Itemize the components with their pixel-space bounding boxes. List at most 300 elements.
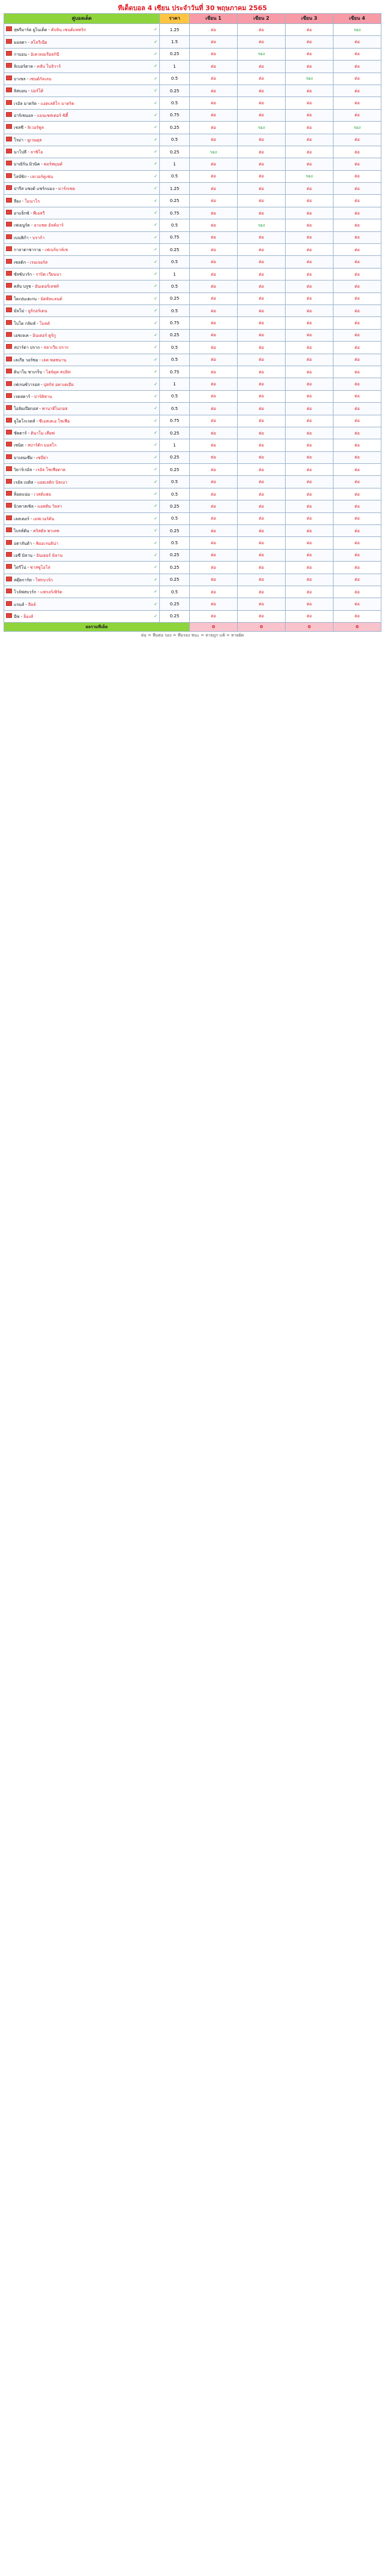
tipster-1-pick: ต่อ — [190, 317, 238, 329]
table-row[interactable] — [4, 476, 381, 488]
match-cell[interactable] — [4, 390, 160, 402]
home-team: ซัลซ์บวร์ก — [14, 272, 32, 277]
odds-cell: 1 — [160, 439, 190, 451]
match-cell[interactable] — [4, 231, 160, 243]
table-row[interactable] — [4, 403, 381, 415]
odds-cell: 0.25 — [160, 195, 190, 207]
vs-separator: - — [43, 370, 45, 375]
table-row[interactable] — [4, 219, 381, 231]
vs-separator: - — [29, 235, 32, 240]
tipster-4-pick: ต่อ — [334, 549, 381, 561]
match-cell[interactable] — [4, 195, 160, 207]
home-team: เรอัล มาดริด — [14, 101, 37, 106]
away-team: ปาร์ติซาน — [34, 394, 52, 399]
table-row[interactable] — [4, 574, 381, 586]
tipster-4-pick: ต่อ — [334, 586, 381, 598]
league-flag-icon — [6, 283, 12, 288]
tipster-2-pick: ต่อ — [238, 403, 286, 415]
tipster-3-pick: รอง — [286, 170, 334, 182]
match-cell[interactable] — [4, 500, 160, 512]
tips-table — [4, 13, 381, 632]
check-icon: ✓ — [154, 173, 157, 179]
table-row[interactable] — [4, 354, 381, 366]
tipster-3-pick: ต่อ — [286, 158, 334, 170]
match-cell[interactable] — [4, 73, 160, 85]
odds-cell: 0.25 — [160, 48, 190, 60]
vs-separator: - — [41, 382, 43, 387]
check-icon: ✓ — [154, 503, 157, 509]
league-flag-icon — [6, 589, 12, 593]
match-cell[interactable] — [4, 415, 160, 427]
tipster-3-pick: ต่อ — [286, 378, 334, 390]
match-cell[interactable] — [4, 61, 160, 73]
match-cell[interactable] — [4, 342, 160, 354]
tipster-4-pick: ต่อ — [334, 598, 381, 610]
away-team: คริสตัล พาเลซ — [33, 529, 59, 534]
tipster-2-pick: ต่อ — [238, 195, 286, 207]
table-row[interactable] — [4, 48, 381, 60]
tipster-3-pick: ต่อ — [286, 304, 334, 316]
match-cell[interactable] — [4, 109, 160, 121]
match-cell[interactable] — [4, 268, 160, 280]
table-row[interactable] — [4, 610, 381, 622]
table-row[interactable] — [4, 512, 381, 524]
check-icon: ✓ — [154, 64, 157, 69]
home-team: เซนิต — [14, 443, 24, 448]
away-team: มิดทิลแลนด์ — [40, 296, 62, 301]
odds-cell: 1 — [160, 378, 190, 390]
home-team: อาร์เซนอล — [14, 113, 34, 118]
tipster-1-pick: ต่อ — [190, 451, 238, 463]
tipster-2-pick: ต่อ — [238, 415, 286, 427]
match-cell[interactable] — [4, 36, 160, 48]
table-row[interactable] — [4, 207, 381, 219]
vs-separator: - — [33, 467, 35, 473]
tipster-1-pick: ต่อ — [190, 549, 238, 561]
tipster-4-pick: ต่อ — [334, 415, 381, 427]
check-icon: ✓ — [154, 259, 157, 264]
match-cell[interactable] — [4, 464, 160, 476]
table-row[interactable] — [4, 537, 381, 549]
league-flag-icon — [6, 357, 12, 361]
match-cell[interactable] — [4, 525, 160, 537]
table-row[interactable] — [4, 427, 381, 439]
table-row[interactable] — [4, 342, 381, 354]
odds-cell: 0.25 — [160, 610, 190, 622]
match-cell[interactable] — [4, 512, 160, 524]
tipster-3-pick: ต่อ — [286, 256, 334, 268]
vs-separator: - — [30, 211, 32, 216]
tipster-1-pick: ต่อ — [190, 537, 238, 549]
table-footer-row — [4, 623, 381, 632]
tipster-4-pick: ต่อ — [334, 36, 381, 48]
league-flag-icon — [6, 430, 12, 435]
tipster-3-pick: ต่อ — [286, 598, 334, 610]
tipster-1-pick: ต่อ — [190, 122, 238, 134]
table-row[interactable] — [4, 292, 381, 304]
away-team: เวสต์แฮม — [34, 492, 51, 497]
table-row[interactable] — [4, 146, 381, 158]
away-team: ซีเอสเคเอ โซเฟีย — [39, 418, 70, 424]
tipster-2-pick: ต่อ — [238, 268, 286, 280]
away-team: ลิเวอร์พูล — [27, 125, 44, 131]
tipster-2-pick: ต่อ — [238, 61, 286, 73]
tipster-4-pick: ต่อ — [334, 158, 381, 170]
check-icon: ✓ — [154, 491, 157, 497]
match-cell[interactable] — [4, 183, 160, 195]
odds-cell: 0.25 — [160, 525, 190, 537]
tipster-2-pick: ต่อ — [238, 256, 286, 268]
table-row[interactable] — [4, 525, 381, 537]
table-row[interactable] — [4, 329, 381, 341]
home-team: โอลิมเปียกอส — [14, 406, 38, 412]
tipster-2-pick: ต่อ — [238, 85, 286, 96]
match-cell[interactable] — [4, 122, 160, 134]
home-team: เลสเตอร์ — [14, 516, 29, 521]
match-cell[interactable] — [4, 549, 160, 561]
tipster-2-pick: ต่อ — [238, 598, 286, 610]
tipster-2-pick: ต่อ — [238, 183, 286, 195]
check-icon: ✓ — [154, 540, 157, 545]
tipster-4-pick: ต่อ — [334, 85, 381, 96]
vs-separator: - — [35, 504, 37, 509]
league-flag-icon — [6, 332, 12, 337]
league-flag-icon — [6, 491, 12, 496]
table-row[interactable] — [4, 183, 381, 195]
header-tipster-2: เซียน 2 — [238, 14, 286, 24]
vs-separator: - — [39, 406, 41, 412]
vs-separator: - — [34, 64, 36, 70]
table-row[interactable] — [4, 61, 381, 73]
tipster-1-pick: ต่อ — [190, 488, 238, 500]
home-team: สตุ๊ตการ์ท — [14, 577, 32, 583]
match-cell[interactable] — [4, 280, 160, 292]
match-cell[interactable] — [4, 48, 160, 60]
home-team: เรอัล เบติส — [14, 479, 34, 485]
tipster-3-pick: ต่อ — [286, 329, 334, 341]
tipster-1-pick: ต่อ — [190, 109, 238, 121]
tipster-3-pick: ต่อ — [286, 207, 334, 219]
vs-separator: - — [37, 590, 40, 595]
odds-cell: 0.5 — [160, 390, 190, 402]
tipster-1-pick: ต่อ — [190, 378, 238, 390]
tipster-2-pick: ต่อ — [238, 464, 286, 476]
table-row[interactable] — [4, 378, 381, 390]
table-header-row — [4, 14, 381, 24]
away-team: ล็องส์ — [23, 614, 34, 619]
match-cell[interactable] — [4, 317, 160, 329]
odds-cell: 0.75 — [160, 317, 190, 329]
footer-total-3: 0 — [286, 623, 334, 632]
odds-cell: 0.25 — [160, 329, 190, 341]
footer-total-1: 0 — [190, 623, 238, 632]
match-cell[interactable] — [4, 292, 160, 304]
away-team: ดอร์ทมุนด์ — [44, 162, 63, 167]
away-team: ไฮจ์ดุค สปลิท — [46, 370, 71, 375]
tipster-3-pick: ต่อ — [286, 476, 334, 488]
odds-cell: 0.75 — [160, 366, 190, 378]
match-cell[interactable] — [4, 537, 160, 549]
match-cell[interactable] — [4, 24, 160, 36]
check-icon: ✓ — [154, 308, 157, 313]
away-team: คลับ โบลิวาร์ — [37, 64, 61, 70]
tipster-2-pick: รอง — [238, 219, 286, 231]
table-row[interactable] — [4, 280, 381, 292]
match-cell[interactable] — [4, 439, 160, 451]
away-team: เอฟเวอร์ตัน — [33, 516, 54, 521]
tipster-3-pick: ต่อ — [286, 403, 334, 415]
tipster-4-pick: รอง — [334, 122, 381, 134]
table-row[interactable] — [4, 415, 381, 427]
table-row[interactable] — [4, 439, 381, 451]
odds-cell: 1.25 — [160, 24, 190, 36]
tipster-2-pick: ต่อ — [238, 562, 286, 574]
match-cell[interactable] — [4, 85, 160, 96]
table-row[interactable] — [4, 85, 381, 96]
table-row[interactable] — [4, 366, 381, 378]
away-team: ปุสกัส อคาเดเมีย — [43, 382, 74, 387]
away-team: ดับลิน เซนต์แพทริก — [51, 28, 86, 33]
odds-cell: 0.25 — [160, 292, 190, 304]
match-cell[interactable] — [4, 562, 160, 574]
match-cell[interactable] — [4, 207, 160, 219]
table-row[interactable] — [4, 195, 381, 207]
tipster-2-pick: ต่อ — [238, 427, 286, 439]
table-row[interactable] — [4, 36, 381, 48]
table-row[interactable] — [4, 158, 381, 170]
tipster-2-pick: ต่อ — [238, 439, 286, 451]
tipster-1-pick: รอง — [190, 146, 238, 158]
table-row[interactable] — [4, 500, 381, 512]
check-icon: ✓ — [154, 565, 157, 570]
tipster-1-pick: ต่อ — [190, 598, 238, 610]
home-team: เฟเรนซ์วารอส — [14, 382, 40, 387]
tipster-1-pick: ต่อ — [190, 183, 238, 195]
league-flag-icon — [6, 515, 12, 520]
tipster-4-pick: ต่อ — [334, 439, 381, 451]
home-team: ดินาโม ซาเกร็บ — [14, 370, 43, 375]
tipster-3-pick: ต่อ — [286, 366, 334, 378]
match-cell[interactable] — [4, 146, 160, 158]
league-flag-icon — [6, 369, 12, 373]
league-flag-icon — [6, 234, 12, 239]
vs-separator: - — [34, 113, 36, 118]
odds-cell: 0.5 — [160, 403, 190, 415]
league-flag-icon — [6, 51, 12, 56]
home-team: โคเปนเฮเกน — [14, 296, 37, 301]
page-title: ทีเด็ดบอล 4 เซียน ประจำวันที่ 30 พฤษภาคม 2565 — [118, 4, 267, 12]
odds-cell: 0.5 — [160, 73, 190, 85]
home-team: เรดสตาร์ — [14, 394, 31, 399]
tipster-1-pick: ต่อ — [190, 36, 238, 48]
tipster-1-pick: ต่อ — [190, 586, 238, 598]
table-row[interactable] — [4, 586, 381, 598]
table-row[interactable] — [4, 73, 381, 85]
tipster-4-pick: ต่อ — [334, 170, 381, 182]
tipster-3-pick: ต่อ — [286, 109, 334, 121]
vs-separator: - — [28, 40, 30, 45]
tipster-4-pick: ต่อ — [334, 403, 381, 415]
match-cell[interactable] — [4, 610, 160, 622]
away-team: พีเอสวี — [33, 211, 45, 216]
tipster-3-pick: ต่อ — [286, 280, 334, 292]
tipster-1-pick: ต่อ — [190, 304, 238, 316]
table-row[interactable] — [4, 268, 381, 280]
away-team: ราปิด เวียนนา — [35, 272, 62, 277]
vs-separator: - — [22, 198, 24, 204]
match-cell[interactable] — [4, 427, 160, 439]
check-icon: ✓ — [154, 613, 157, 619]
footer-total-2: 0 — [238, 623, 286, 632]
league-flag-icon — [6, 198, 12, 203]
table-row[interactable] — [4, 256, 381, 268]
tipster-1-pick: ต่อ — [190, 366, 238, 378]
tipster-4-pick: ต่อ — [334, 244, 381, 256]
away-team: ลาซิโอ — [30, 150, 43, 155]
table-row[interactable] — [4, 598, 381, 610]
tipster-1-pick: ต่อ — [190, 403, 238, 415]
home-team: ไบรท์ตัน — [14, 529, 29, 534]
tipster-4-pick: ต่อ — [334, 268, 381, 280]
table-row[interactable] — [4, 122, 381, 134]
league-flag-icon — [6, 527, 12, 532]
odds-cell: 0.5 — [160, 219, 190, 231]
match-cell[interactable] — [4, 158, 160, 170]
check-icon: ✓ — [154, 149, 157, 155]
tipster-3-pick: ต่อ — [286, 195, 334, 207]
vs-separator: - — [39, 357, 41, 363]
tipster-1-pick: ต่อ — [190, 195, 238, 207]
tipster-3-pick: ต่อ — [286, 586, 334, 598]
table-row[interactable] — [4, 451, 381, 463]
odds-cell: 0.75 — [160, 109, 190, 121]
table-row[interactable] — [4, 244, 381, 256]
table-row[interactable] — [4, 170, 381, 182]
vs-separator: - — [25, 443, 27, 448]
league-flag-icon — [6, 381, 12, 386]
match-cell[interactable] — [4, 244, 160, 256]
check-icon: ✓ — [154, 467, 157, 472]
tipster-2-pick: ต่อ — [238, 73, 286, 85]
tipster-3-pick: ต่อ — [286, 354, 334, 366]
vs-separator: - — [32, 284, 34, 289]
table-row[interactable] — [4, 134, 381, 146]
league-flag-icon — [6, 320, 12, 325]
odds-cell: 0.5 — [160, 476, 190, 488]
table-row[interactable] — [4, 549, 381, 561]
match-cell[interactable] — [4, 219, 160, 231]
match-cell[interactable] — [4, 329, 160, 341]
match-cell[interactable] — [4, 574, 160, 586]
match-cell[interactable] — [4, 256, 160, 268]
tipster-3-pick: ต่อ — [286, 231, 334, 243]
table-row[interactable] — [4, 317, 381, 329]
match-cell[interactable] — [4, 598, 160, 610]
tipster-1-pick: ต่อ — [190, 268, 238, 280]
league-flag-icon — [6, 161, 12, 165]
match-cell[interactable] — [4, 488, 160, 500]
table-row[interactable] — [4, 488, 381, 500]
match-cell[interactable] — [4, 403, 160, 415]
match-cell[interactable] — [4, 354, 160, 366]
league-flag-icon — [6, 149, 12, 153]
away-team: สโลวีเนีย — [31, 40, 47, 45]
vs-separator: - — [31, 223, 33, 228]
odds-cell: 0.25 — [160, 574, 190, 586]
tipster-2-pick: ต่อ — [238, 390, 286, 402]
odds-cell: 0.75 — [160, 207, 190, 219]
match-cell[interactable] — [4, 366, 160, 378]
match-cell[interactable] — [4, 304, 160, 316]
match-cell[interactable] — [4, 476, 160, 488]
table-row[interactable] — [4, 304, 381, 316]
table-row[interactable] — [4, 24, 381, 36]
odds-cell: 0.5 — [160, 586, 190, 598]
odds-cell: 0.25 — [160, 85, 190, 96]
vs-separator: - — [30, 516, 32, 521]
table-row[interactable] — [4, 390, 381, 402]
home-team: นิวคาสเซิล — [14, 504, 34, 509]
table-row[interactable] — [4, 231, 381, 243]
league-flag-icon — [6, 344, 12, 349]
odds-cell: 1 — [160, 158, 190, 170]
check-icon: ✓ — [154, 515, 157, 521]
table-row[interactable] — [4, 562, 381, 574]
tipster-3-pick: ต่อ — [286, 390, 334, 402]
league-flag-icon — [6, 307, 12, 312]
tipster-4-pick: ต่อ — [334, 195, 381, 207]
match-cell[interactable] — [4, 451, 160, 463]
league-flag-icon — [6, 454, 12, 459]
home-team: เบนฟิก้า — [14, 235, 29, 240]
vs-separator: - — [25, 309, 27, 314]
home-team: เชลซี — [14, 125, 24, 131]
table-row[interactable] — [4, 464, 381, 476]
away-team: เฟเนร์บาห์เช — [44, 248, 68, 253]
match-cell[interactable] — [4, 170, 160, 182]
header-tipster-3: เซียน 3 — [286, 14, 334, 24]
home-team: ลิเบอร์ตาด — [14, 64, 34, 70]
odds-cell: 0.5 — [160, 512, 190, 524]
home-team: บาเลนเซีย — [14, 455, 33, 460]
tipster-1-pick: ต่อ — [190, 158, 238, 170]
match-cell[interactable] — [4, 378, 160, 390]
tipster-2-pick: ต่อ — [238, 317, 286, 329]
home-team: ลิสบอน — [14, 89, 27, 94]
home-team: ลียง — [14, 198, 21, 204]
tipster-3-pick: ต่อ — [286, 48, 334, 60]
match-cell[interactable] — [4, 586, 160, 598]
table-row[interactable] — [4, 97, 381, 109]
check-icon: ✓ — [154, 357, 157, 362]
tipster-4-pick: ต่อ — [334, 512, 381, 524]
tipster-3-pick: ต่อ — [286, 268, 334, 280]
tipster-3-pick: ต่อ — [286, 24, 334, 36]
tipster-4-pick: ต่อ — [334, 231, 381, 243]
match-cell[interactable] — [4, 134, 160, 146]
odds-cell: 0.25 — [160, 451, 190, 463]
tipster-4-pick: ต่อ — [334, 464, 381, 476]
match-cell[interactable] — [4, 97, 160, 109]
check-icon: ✓ — [154, 222, 157, 228]
table-row[interactable] — [4, 109, 381, 121]
league-flag-icon — [6, 76, 12, 80]
vs-separator: - — [20, 614, 23, 619]
league-flag-icon — [6, 479, 12, 484]
check-icon: ✓ — [154, 442, 157, 448]
odds-cell: 0.75 — [160, 231, 190, 243]
tipster-3-pick: ต่อ — [286, 427, 334, 439]
